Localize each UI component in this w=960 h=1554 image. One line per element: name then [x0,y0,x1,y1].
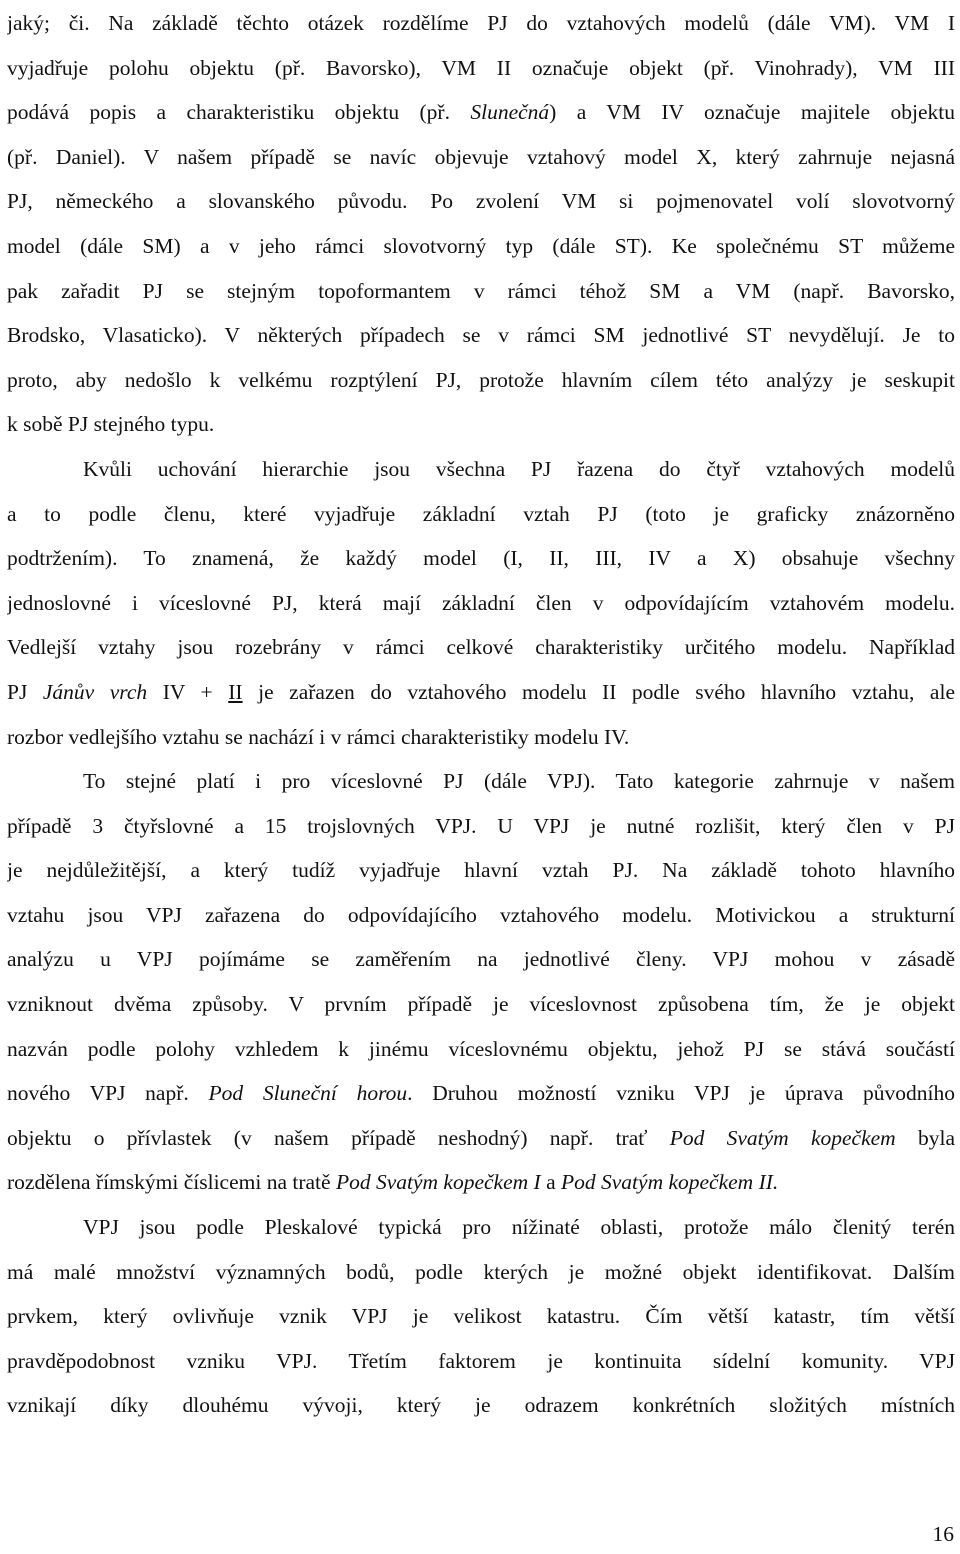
text-line [7,1029,955,1074]
text-line [7,1341,955,1386]
italic-term: Pod Sluneční horou [208,1081,408,1106]
text-segment: nového VPJ např. [7,1081,209,1106]
text-segment: jednoslovné i víceslovné PJ, která mají základní člen v odpovídajícím vztahovém modelu. [7,590,955,615]
text-segment: a [540,1170,561,1195]
text-line [7,3,955,48]
body-text [7,3,955,1430]
text-line [7,404,955,449]
text-segment: ) a VM IV označuje majitele objektu [549,100,955,125]
text-line [7,1385,955,1430]
page-number: 16 [932,1522,954,1546]
text-segment: Vedlejší vztahy jsou rozebrány v rámci celkové charakteristiky určitého modelu. Například [7,635,955,660]
text-segment: vzniknout dvěma způsoby. V prvním případě je víceslovnost způsobena tím, že je objekt [7,992,955,1017]
text-segment: PJ, německého a slovanského původu. Po zvolení VM si pojmenovatel volí slovotvorný [7,189,955,214]
text-segment: Kvůli uchování hierarchie jsou všechna PJ řazena do čtyř vztahových modelů [83,456,955,481]
text-segment: vztahu jsou VPJ zařazena do odpovídajícího vztahového modelu. Motivickou a strukturní [7,902,955,927]
text-segment: případě 3 čtyřslovné a 15 trojslovných VPJ. U VPJ je nutné rozlišit, který člen v PJ [7,813,955,838]
text-line [7,672,955,717]
text-line [7,761,955,806]
text-line [7,1162,955,1207]
text-line [7,48,955,93]
text-segment: proto, aby nedošlo k velkému rozptýlení PJ, protože hlavním cílem této analýzy je seskupit [7,367,955,392]
text-line [7,494,955,539]
text-line [7,717,955,762]
text-line [7,137,955,182]
text-segment: Brodsko, Vlasaticko). V některých případech se v rámci SM jednotlivé ST nevydělují. Je to [7,323,955,348]
text-line [7,1252,955,1297]
text-line [7,226,955,271]
text-segment: model (dále SM) a v jeho rámci slovotvorný typ (dále ST). Ke společnému ST můžeme [7,233,955,258]
text-segment: rozbor vedlejšího vztahu se nachází i v rámci charakteristiky modelu IV. [7,724,630,749]
text-line [7,1207,955,1252]
text-line [7,583,955,628]
text-line [7,1296,955,1341]
text-line [7,1118,955,1163]
text-line [7,449,955,494]
text-segment: podává popis a charakteristiku objektu (př. [7,100,471,125]
text-line [7,850,955,895]
text-segment: pravděpodobnost vzniku VPJ. Třetím faktorem je kontinuita sídelní komunity. VPJ [7,1348,955,1373]
text-segment: IV + [147,679,229,704]
text-line [7,315,955,360]
text-line [7,627,955,672]
text-segment: PJ [7,679,43,704]
text-segment: objektu o přívlastek (v našem případě neshodný) např. trať [7,1125,670,1150]
text-segment: prvkem, který ovlivňuje vznik VPJ je velikost katastru. Čím větší katastr, tím větší [7,1304,955,1329]
text-segment: vznikají díky dlouhému vývoji, který je odrazem konkrétních složitých místních [7,1393,955,1418]
italic-term: Pod Svatým kopečkem I [335,1170,541,1195]
text-segment: VPJ jsou podle Pleskalové typická pro nížinaté oblasti, protože málo členitý terén [83,1215,955,1240]
text-segment: je nejdůležitější, a který tudíž vyjadřuje hlavní vztah PJ. Na základě tohoto hlavního [7,858,955,883]
italic-term: Jánův vrch [42,679,148,704]
text-segment: k sobě PJ stejného typu. [7,412,215,437]
text-segment: byla [895,1125,955,1150]
text-segment: (př. Daniel). V našem případě se navíc objevuje vztahový model X, který zahrnuje nejasná [7,144,955,169]
text-line [7,984,955,1029]
text-line [7,360,955,405]
text-segment: To stejné platí i pro víceslovné PJ (dále VPJ). Tato kategorie zahrnuje v našem [83,769,955,794]
text-line [7,1073,955,1118]
text-segment: nazván podle polohy vzhledem k jinému víceslovnému objektu, jehož PJ se stává součástí [7,1036,955,1061]
text-segment: jaký; či. Na základě těchto otázek rozdělíme PJ do vztahových modelů (dále VM). VM I [7,11,955,35]
text-line [7,181,955,226]
text-segment: podtržením). To znamená, že každý model (I, II, III, IV a X) obsahuje všechny [7,546,955,571]
text-segment: je zařazen do vztahového modelu II podle svého hlavního vztahu, ale [242,679,955,704]
text-segment: má malé množství významných bodů, podle kterých je možné objekt identifikovat. Dalším [7,1259,955,1284]
text-segment: pak zařadit PJ se stejným topoformantem v rámci téhož SM a VM (např. Bavorsko, [7,278,955,303]
text-segment: vyjadřuje polohu objektu (př. Bavorsko), VM II označuje objekt (př. Vinohrady), VM III [7,55,955,80]
text-line [7,806,955,851]
italic-term: Pod Svatým kopečkem [669,1125,896,1150]
italic-term: Slunečná [470,100,550,125]
italic-term: Pod Svatým kopečkem II. [561,1170,779,1195]
text-line [7,92,955,137]
text-segment: analýzu u VPJ pojímáme se zaměřením na jednotlivé členy. VPJ mohou v zásadě [7,947,955,972]
text-line [7,271,955,316]
text-line [7,895,955,940]
text-segment: a to podle členu, které vyjadřuje základní vztah PJ (toto je graficky znázorněno [7,501,955,526]
text-segment: rozdělena římskými číslicemi na tratě [7,1170,336,1195]
underlined-term: II [228,679,243,704]
text-line [7,939,955,984]
text-segment: . Druhou možností vzniku VPJ je úprava původního [407,1081,955,1106]
text-line [7,538,955,583]
